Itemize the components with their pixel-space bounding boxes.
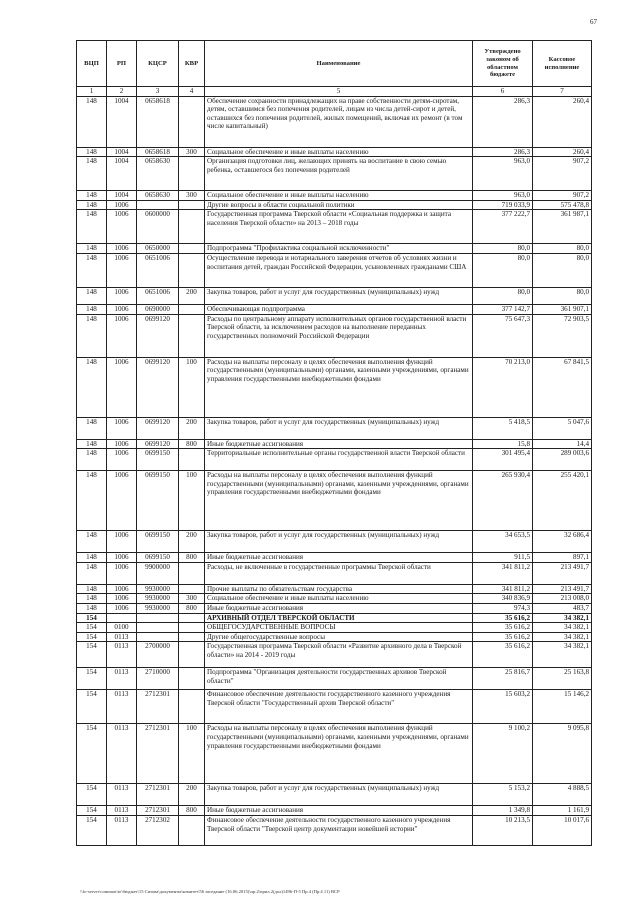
cell-executed: 10 017,6 (533, 815, 592, 845)
cell-vcp: 148 (77, 584, 107, 594)
cell-vcp: 148 (77, 200, 107, 210)
cell-kvr: 800 (179, 603, 205, 613)
cell-name: Другие вопросы в области социальной политики (205, 200, 473, 210)
cell-executed: 575 478,8 (533, 200, 592, 210)
table-row (77, 304, 592, 314)
cell-executed: 361 987,1 (533, 210, 592, 244)
cell-kcsr: 2712301 (137, 724, 179, 784)
cell-name: Финансовое обеспечение деятельности государственного казенного учреждения Тверской области "Тверской центр документации новейшей истории" (205, 815, 473, 845)
cell-executed: 25 163,8 (533, 668, 592, 690)
cell-kcsr: 0699120 (137, 357, 179, 417)
cell-approved: 9 100,2 (473, 724, 533, 784)
cell-executed: 213 008,0 (533, 594, 592, 604)
footer-path: \\fo-server\common\to\бюджет\15 Сизова\документы\комитет\56 заседание (16.06.2015)\пр.2\прил.2(дол)1496-П-5 Пр.4 (Пр.4 11) ВСР (80, 889, 340, 894)
cell-kcsr (137, 623, 179, 633)
cell-rp: 0113 (107, 784, 137, 806)
table-row (77, 287, 592, 304)
cell-executed: 15 146,2 (533, 690, 592, 724)
table-row (77, 531, 592, 553)
cell-kvr (179, 449, 205, 471)
cell-approved: 377 222,7 (473, 210, 533, 244)
cell-kvr: 300 (179, 191, 205, 201)
cell-kcsr: 9930000 (137, 603, 179, 613)
cell-executed: 14,4 (533, 439, 592, 449)
cell-executed: 34 382,1 (533, 632, 592, 642)
cell-rp: 1006 (107, 471, 137, 531)
cell-rp: 0113 (107, 668, 137, 690)
cell-name: Закупка товаров, работ и услуг для государственных (муниципальных) нужд (205, 784, 473, 806)
cell-executed: 213 491,7 (533, 584, 592, 594)
cell-kvr: 200 (179, 784, 205, 806)
cell-name: Государственная программа Тверской области «Социальная поддержка и защита населения Тверской области» на 2013 – 2018 годы (205, 210, 473, 244)
cell-name: Закупка товаров, работ и услуг для государственных (муниципальных) нужд (205, 417, 473, 439)
cell-name: Иные бюджетные ассигнования (205, 553, 473, 563)
cell-kcsr: 2710000 (137, 668, 179, 690)
table-row (77, 815, 592, 845)
table-row (77, 244, 592, 254)
cell-executed: 255 420,1 (533, 471, 592, 531)
cell-kvr: 300 (179, 147, 205, 157)
cell-kcsr: 0658618 (137, 147, 179, 157)
cell-kcsr: 2712302 (137, 815, 179, 845)
header-row (77, 41, 592, 87)
table-row (77, 439, 592, 449)
cell-approved: 80,0 (473, 253, 533, 287)
cell-name: Обеспечение сохранности принадлежащих на праве собственности детям-сиротам, детям, оставшимся без попечения родителей, лицам из числа детей-сирот и детей, оставшихся без попечения родителей, жилых помещений, включая их ремонт (в том числе капитальный) (205, 96, 473, 147)
col-number: 5 (205, 87, 473, 97)
cell-vcp: 154 (77, 632, 107, 642)
cell-name: Расходы, не включенные в государственные программы Тверской области (205, 562, 473, 584)
cell-vcp: 154 (77, 815, 107, 845)
cell-kvr (179, 613, 205, 623)
cell-name: Подпрограмма "Профилактика социальной исключенности" (205, 244, 473, 254)
cell-vcp: 154 (77, 690, 107, 724)
cell-rp: 1006 (107, 562, 137, 584)
cell-executed: 907,2 (533, 191, 592, 201)
cell-rp: 1006 (107, 449, 137, 471)
cell-kcsr: 9900000 (137, 562, 179, 584)
cell-approved: 286,3 (473, 147, 533, 157)
cell-approved: 963,0 (473, 157, 533, 191)
cell-vcp: 148 (77, 562, 107, 584)
cell-kcsr: 0699120 (137, 417, 179, 439)
cell-executed: 5 047,6 (533, 417, 592, 439)
table-row (77, 96, 592, 147)
cell-name: Расходы на выплаты персоналу в целях обеспечения выполнения функций государственными (муниципальными) органами, казенными учреждениями, органами управления государственными внебюджетными фондами (205, 724, 473, 784)
cell-kvr (179, 584, 205, 594)
table-row (77, 642, 592, 668)
cell-kcsr: 0699120 (137, 439, 179, 449)
cell-kvr (179, 200, 205, 210)
cell-rp: 1004 (107, 96, 137, 147)
cell-kvr: 200 (179, 287, 205, 304)
cell-executed: 34 382,1 (533, 623, 592, 633)
cell-approved: 75 647,3 (473, 314, 533, 357)
cell-rp: 1006 (107, 417, 137, 439)
cell-kvr (179, 668, 205, 690)
table-row (77, 191, 592, 201)
cell-approved: 34 653,5 (473, 531, 533, 553)
table-row (77, 562, 592, 584)
table-row (77, 668, 592, 690)
cell-name: Иные бюджетные ассигнования (205, 806, 473, 816)
cell-kvr (179, 96, 205, 147)
cell-kcsr: 9930000 (137, 584, 179, 594)
cell-executed: 260,4 (533, 96, 592, 147)
col-header-kvr: КВР (179, 41, 205, 87)
cell-kvr (179, 304, 205, 314)
table-row (77, 200, 592, 210)
table-row (77, 690, 592, 724)
col-header-kcsr: КЦСР (137, 41, 179, 87)
cell-vcp: 154 (77, 613, 107, 623)
cell-kvr (179, 314, 205, 357)
cell-kcsr: 0651006 (137, 253, 179, 287)
cell-vcp: 148 (77, 449, 107, 471)
cell-rp: 0100 (107, 623, 137, 633)
cell-approved: 301 495,4 (473, 449, 533, 471)
col-number: 4 (179, 87, 205, 97)
cell-approved: 341 811,2 (473, 584, 533, 594)
cell-approved: 80,0 (473, 287, 533, 304)
cell-approved: 911,5 (473, 553, 533, 563)
cell-rp: 0113 (107, 815, 137, 845)
cell-rp: 1006 (107, 584, 137, 594)
cell-approved: 35 616,2 (473, 613, 533, 623)
cell-name: Финансовое обеспечение деятельности государственного казенного учреждения Тверской области "Государственный архив Тверской области" (205, 690, 473, 724)
cell-kcsr: 0658630 (137, 157, 179, 191)
cell-name: Другие общегосударственные вопросы (205, 632, 473, 642)
col-header-approved: Утверждено законом об областном бюджете (473, 41, 533, 87)
cell-executed: 361 907,1 (533, 304, 592, 314)
table-row (77, 553, 592, 563)
cell-approved: 265 930,4 (473, 471, 533, 531)
cell-kcsr: 0699120 (137, 314, 179, 357)
cell-vcp: 148 (77, 471, 107, 531)
cell-approved: 35 616,2 (473, 632, 533, 642)
table-row (77, 449, 592, 471)
cell-kcsr: 9930000 (137, 594, 179, 604)
cell-kvr (179, 632, 205, 642)
cell-name: Осуществление перевода и нотариального заверения отчетов об условиях жизни и воспитания детей, граждан Российской Федерации, усыновленных гражданами США (205, 253, 473, 287)
cell-rp: 1006 (107, 314, 137, 357)
cell-vcp: 148 (77, 191, 107, 201)
cell-kvr: 100 (179, 357, 205, 417)
cell-executed: 80,0 (533, 253, 592, 287)
cell-rp: 1006 (107, 594, 137, 604)
cell-rp: 0113 (107, 690, 137, 724)
cell-kvr: 800 (179, 439, 205, 449)
cell-rp: 1006 (107, 253, 137, 287)
table-row (77, 594, 592, 604)
cell-approved: 719 033,9 (473, 200, 533, 210)
cell-executed: 483,7 (533, 603, 592, 613)
cell-kvr (179, 815, 205, 845)
table-row (77, 417, 592, 439)
cell-approved: 377 142,7 (473, 304, 533, 314)
cell-kvr (179, 253, 205, 287)
cell-executed: 4 888,5 (533, 784, 592, 806)
cell-vcp: 148 (77, 357, 107, 417)
cell-rp: 1006 (107, 439, 137, 449)
cell-kvr (179, 157, 205, 191)
cell-rp: 1006 (107, 210, 137, 244)
cell-executed: 260,4 (533, 147, 592, 157)
cell-name: Иные бюджетные ассигнования (205, 439, 473, 449)
cell-executed: 34 382,1 (533, 613, 592, 623)
cell-vcp: 148 (77, 417, 107, 439)
cell-rp: 1006 (107, 304, 137, 314)
cell-name: АРХИВНЫЙ ОТДЕЛ ТВЕРСКОЙ ОБЛАСТИ (205, 613, 473, 623)
col-header-vcp: ВЦП (77, 41, 107, 87)
cell-vcp: 148 (77, 210, 107, 244)
cell-vcp: 154 (77, 724, 107, 784)
cell-executed: 80,0 (533, 244, 592, 254)
cell-vcp: 154 (77, 784, 107, 806)
cell-approved: 35 616,2 (473, 642, 533, 668)
cell-name: Расходы по центральному аппарату исполнительных органов государственной власти Тверской области, за исключением расходов на выполнение переданных государственных полномочий Российской Федерации (205, 314, 473, 357)
page-number: 67 (590, 18, 597, 26)
cell-executed: 897,1 (533, 553, 592, 563)
table-row (77, 632, 592, 642)
cell-kvr (179, 642, 205, 668)
cell-kvr (179, 562, 205, 584)
cell-approved: 974,3 (473, 603, 533, 613)
cell-rp: 1006 (107, 553, 137, 563)
cell-executed: 1 161,9 (533, 806, 592, 816)
cell-rp: 1006 (107, 531, 137, 553)
cell-approved: 5 418,5 (473, 417, 533, 439)
cell-approved: 1 349,8 (473, 806, 533, 816)
cell-kvr: 800 (179, 806, 205, 816)
cell-approved: 341 811,2 (473, 562, 533, 584)
cell-executed: 67 841,5 (533, 357, 592, 417)
cell-executed: 907,2 (533, 157, 592, 191)
table-row (77, 471, 592, 531)
cell-rp: 1006 (107, 357, 137, 417)
cell-approved: 15 603,2 (473, 690, 533, 724)
cell-vcp: 148 (77, 304, 107, 314)
cell-vcp: 148 (77, 287, 107, 304)
cell-rp: 1006 (107, 287, 137, 304)
cell-rp: 0113 (107, 632, 137, 642)
table-row (77, 784, 592, 806)
table-body (77, 96, 592, 845)
table-row (77, 613, 592, 623)
cell-executed: 32 686,4 (533, 531, 592, 553)
cell-kvr: 100 (179, 724, 205, 784)
cell-name: Социальное обеспечение и иные выплаты населению (205, 191, 473, 201)
table-row (77, 724, 592, 784)
cell-vcp: 148 (77, 253, 107, 287)
cell-approved: 10 213,5 (473, 815, 533, 845)
table-row (77, 806, 592, 816)
table-row (77, 210, 592, 244)
cell-vcp: 154 (77, 668, 107, 690)
cell-name: Территориальные исполнительные органы государственной власти Тверской области (205, 449, 473, 471)
col-header-rp: РП (107, 41, 137, 87)
cell-kvr (179, 623, 205, 633)
cell-rp: 1006 (107, 244, 137, 254)
col-number: 7 (533, 87, 592, 97)
cell-executed: 9 095,8 (533, 724, 592, 784)
cell-name: Расходы на выплаты персоналу в целях обеспечения выполнения функций государственными (муниципальными) органами, казенными учреждениями, органами управления государственными внебюджетными фондами (205, 357, 473, 417)
cell-kcsr: 0651006 (137, 287, 179, 304)
cell-approved: 286,3 (473, 96, 533, 147)
cell-approved: 70 213,0 (473, 357, 533, 417)
table-row (77, 623, 592, 633)
cell-executed: 213 491,7 (533, 562, 592, 584)
cell-kcsr: 0690000 (137, 304, 179, 314)
cell-kcsr (137, 200, 179, 210)
cell-kcsr: 0658630 (137, 191, 179, 201)
cell-vcp: 148 (77, 314, 107, 357)
cell-kvr (179, 210, 205, 244)
cell-rp: 1006 (107, 200, 137, 210)
cell-vcp: 154 (77, 642, 107, 668)
cell-kcsr: 0650000 (137, 244, 179, 254)
cell-name: Обеспечивающая подпрограмма (205, 304, 473, 314)
cell-kcsr: 0658618 (137, 96, 179, 147)
cell-kcsr: 0699150 (137, 471, 179, 531)
cell-rp: 0113 (107, 724, 137, 784)
cell-kvr (179, 244, 205, 254)
cell-kcsr: 0699150 (137, 449, 179, 471)
cell-name: Подпрограмма "Организация деятельности государственных архивов Тверской области" (205, 668, 473, 690)
table-row (77, 253, 592, 287)
col-number: 2 (107, 87, 137, 97)
table-row (77, 147, 592, 157)
cell-name: ОБЩЕГОСУДАРСТВЕННЫЕ ВОПРОСЫ (205, 623, 473, 633)
cell-name: Государственная программа Тверской области «Развитие архивного дела в Тверской области» на 2014 - 2019 годы (205, 642, 473, 668)
cell-approved: 25 816,7 (473, 668, 533, 690)
cell-kvr: 800 (179, 553, 205, 563)
table-row (77, 584, 592, 594)
cell-name: Социальное обеспечение и иные выплаты населению (205, 147, 473, 157)
cell-rp: 1004 (107, 147, 137, 157)
cell-name: Закупка товаров, работ и услуг для государственных (муниципальных) нужд (205, 287, 473, 304)
cell-vcp: 154 (77, 623, 107, 633)
cell-executed: 72 903,5 (533, 314, 592, 357)
cell-approved: 340 836,9 (473, 594, 533, 604)
cell-executed: 34 382,1 (533, 642, 592, 668)
cell-vcp: 148 (77, 157, 107, 191)
cell-approved: 15,8 (473, 439, 533, 449)
col-header-name: Наименование (205, 41, 473, 87)
cell-kcsr: 2700000 (137, 642, 179, 668)
cell-executed: 80,0 (533, 287, 592, 304)
cell-name: Организация подготовки лиц, желающих принять на воспитание в свою семью ребенка, оставшегося без попечения родителей (205, 157, 473, 191)
table-row (77, 357, 592, 417)
cell-kvr: 300 (179, 594, 205, 604)
cell-kcsr: 0600000 (137, 210, 179, 244)
cell-kcsr: 0699150 (137, 531, 179, 553)
cell-vcp: 148 (77, 531, 107, 553)
cell-name: Иные бюджетные ассигнования (205, 603, 473, 613)
cell-vcp: 154 (77, 806, 107, 816)
cell-name: Закупка товаров, работ и услуг для государственных (муниципальных) нужд (205, 531, 473, 553)
cell-name: Расходы на выплаты персоналу в целях обеспечения выполнения функций государственными (муниципальными) органами, казенными учреждениями, органами управления государственными внебюджетными фондами (205, 471, 473, 531)
cell-kcsr: 0699150 (137, 553, 179, 563)
column-number-row (77, 87, 592, 97)
cell-vcp: 148 (77, 553, 107, 563)
col-header-executed: Кассовое исполнение (533, 41, 592, 87)
cell-approved: 5 153,2 (473, 784, 533, 806)
cell-rp (107, 613, 137, 623)
cell-vcp: 148 (77, 594, 107, 604)
cell-rp: 1006 (107, 603, 137, 613)
cell-kvr: 200 (179, 417, 205, 439)
cell-kcsr (137, 632, 179, 642)
cell-vcp: 148 (77, 244, 107, 254)
cell-kcsr (137, 613, 179, 623)
cell-approved: 80,0 (473, 244, 533, 254)
cell-vcp: 148 (77, 603, 107, 613)
cell-approved: 963,0 (473, 191, 533, 201)
cell-rp: 1004 (107, 191, 137, 201)
table-row (77, 314, 592, 357)
budget-table (76, 40, 592, 846)
cell-rp: 1004 (107, 157, 137, 191)
cell-kcsr: 2712301 (137, 806, 179, 816)
table-row (77, 157, 592, 191)
cell-kcsr: 2712301 (137, 690, 179, 724)
col-number: 6 (473, 87, 533, 97)
cell-vcp: 148 (77, 147, 107, 157)
col-number: 3 (137, 87, 179, 97)
cell-vcp: 148 (77, 96, 107, 147)
cell-rp: 0113 (107, 642, 137, 668)
cell-name: Прочие выплаты по обязательствам государства (205, 584, 473, 594)
col-number: 1 (77, 87, 107, 97)
cell-kcsr: 2712301 (137, 784, 179, 806)
cell-kvr: 200 (179, 531, 205, 553)
table-row (77, 603, 592, 613)
cell-rp: 0113 (107, 806, 137, 816)
cell-executed: 289 003,6 (533, 449, 592, 471)
cell-vcp: 148 (77, 439, 107, 449)
cell-approved: 35 616,2 (473, 623, 533, 633)
cell-name: Социальное обеспечение и иные выплаты населению (205, 594, 473, 604)
cell-kvr (179, 690, 205, 724)
cell-kvr: 100 (179, 471, 205, 531)
